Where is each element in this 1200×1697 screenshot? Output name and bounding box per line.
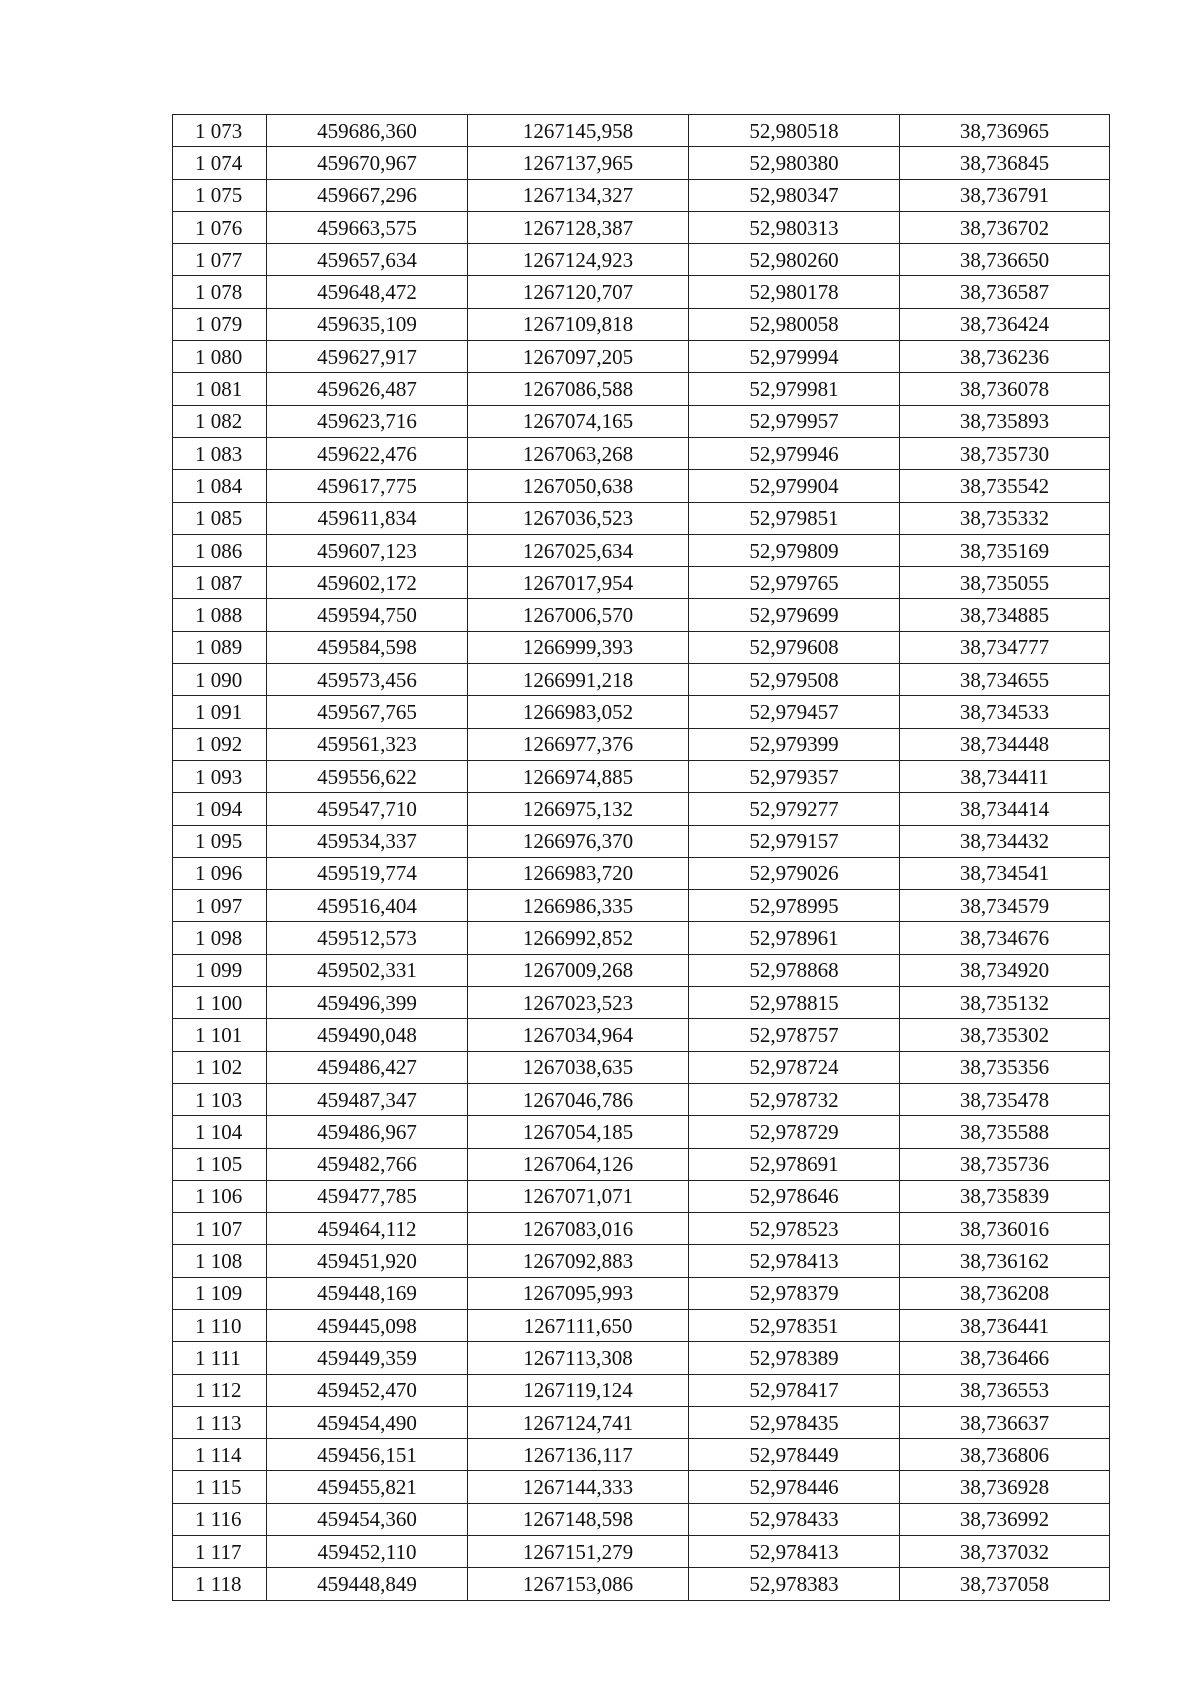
latitude-cell: 52,980178 xyxy=(689,276,900,308)
y-coordinate-cell: 1267151,279 xyxy=(468,1536,689,1568)
y-coordinate-cell: 1267119,124 xyxy=(468,1374,689,1406)
table-row xyxy=(173,1213,1110,1245)
table-row xyxy=(173,1019,1110,1051)
longitude-cell: 38,736466 xyxy=(900,1342,1110,1374)
table-row xyxy=(173,1245,1110,1277)
longitude-cell: 38,736928 xyxy=(900,1471,1110,1503)
table-row xyxy=(173,1083,1110,1115)
point-number-cell: 1 078 xyxy=(173,276,267,308)
y-coordinate-cell: 1267071,071 xyxy=(468,1180,689,1212)
latitude-cell: 52,980518 xyxy=(689,115,900,147)
point-number-cell: 1 087 xyxy=(173,567,267,599)
point-number-cell: 1 118 xyxy=(173,1568,267,1600)
table-row xyxy=(173,308,1110,340)
latitude-cell: 52,979399 xyxy=(689,728,900,760)
table-row xyxy=(173,1116,1110,1148)
y-coordinate-cell: 1267124,741 xyxy=(468,1406,689,1438)
table-row xyxy=(173,922,1110,954)
latitude-cell: 52,980260 xyxy=(689,244,900,276)
table-row xyxy=(173,890,1110,922)
longitude-cell: 38,735332 xyxy=(900,502,1110,534)
x-coordinate-cell: 459448,849 xyxy=(267,1568,468,1600)
longitude-cell: 38,735132 xyxy=(900,987,1110,1019)
longitude-cell: 38,737058 xyxy=(900,1568,1110,1600)
point-number-cell: 1 083 xyxy=(173,437,267,469)
y-coordinate-cell: 1267038,635 xyxy=(468,1051,689,1083)
point-number-cell: 1 075 xyxy=(173,179,267,211)
longitude-cell: 38,736637 xyxy=(900,1406,1110,1438)
x-coordinate-cell: 459670,967 xyxy=(267,147,468,179)
table-row xyxy=(173,373,1110,405)
table-row xyxy=(173,567,1110,599)
table-row xyxy=(173,1503,1110,1535)
table-row xyxy=(173,179,1110,211)
longitude-cell: 38,735736 xyxy=(900,1148,1110,1180)
y-coordinate-cell: 1266991,218 xyxy=(468,664,689,696)
point-number-cell: 1 104 xyxy=(173,1116,267,1148)
x-coordinate-cell: 459602,172 xyxy=(267,567,468,599)
longitude-cell: 38,734432 xyxy=(900,825,1110,857)
point-number-cell: 1 090 xyxy=(173,664,267,696)
latitude-cell: 52,978995 xyxy=(689,890,900,922)
y-coordinate-cell: 1267036,523 xyxy=(468,502,689,534)
point-number-cell: 1 101 xyxy=(173,1019,267,1051)
x-coordinate-cell: 459512,573 xyxy=(267,922,468,954)
latitude-cell: 52,980347 xyxy=(689,179,900,211)
point-number-cell: 1 099 xyxy=(173,954,267,986)
y-coordinate-cell: 1267064,126 xyxy=(468,1148,689,1180)
point-number-cell: 1 103 xyxy=(173,1083,267,1115)
table-row xyxy=(173,631,1110,663)
latitude-cell: 52,979809 xyxy=(689,534,900,566)
x-coordinate-cell: 459486,427 xyxy=(267,1051,468,1083)
latitude-cell: 52,980380 xyxy=(689,147,900,179)
point-number-cell: 1 082 xyxy=(173,405,267,437)
y-coordinate-cell: 1267009,268 xyxy=(468,954,689,986)
latitude-cell: 52,978724 xyxy=(689,1051,900,1083)
table-row xyxy=(173,470,1110,502)
latitude-cell: 52,979357 xyxy=(689,760,900,792)
longitude-cell: 38,736016 xyxy=(900,1213,1110,1245)
x-coordinate-cell: 459456,151 xyxy=(267,1439,468,1471)
point-number-cell: 1 113 xyxy=(173,1406,267,1438)
x-coordinate-cell: 459667,296 xyxy=(267,179,468,211)
table-row xyxy=(173,1439,1110,1471)
point-number-cell: 1 085 xyxy=(173,502,267,534)
y-coordinate-cell: 1266975,132 xyxy=(468,793,689,825)
point-number-cell: 1 074 xyxy=(173,147,267,179)
table-row xyxy=(173,987,1110,1019)
table-row xyxy=(173,405,1110,437)
latitude-cell: 52,978868 xyxy=(689,954,900,986)
table-row xyxy=(173,534,1110,566)
table-row xyxy=(173,244,1110,276)
x-coordinate-cell: 459477,785 xyxy=(267,1180,468,1212)
y-coordinate-cell: 1266983,720 xyxy=(468,857,689,889)
point-number-cell: 1 092 xyxy=(173,728,267,760)
point-number-cell: 1 073 xyxy=(173,115,267,147)
latitude-cell: 52,979851 xyxy=(689,502,900,534)
table-row xyxy=(173,1309,1110,1341)
point-number-cell: 1 117 xyxy=(173,1536,267,1568)
y-coordinate-cell: 1267144,333 xyxy=(468,1471,689,1503)
longitude-cell: 38,736965 xyxy=(900,115,1110,147)
x-coordinate-cell: 459482,766 xyxy=(267,1148,468,1180)
y-coordinate-cell: 1267006,570 xyxy=(468,599,689,631)
y-coordinate-cell: 1267023,523 xyxy=(468,987,689,1019)
longitude-cell: 38,736208 xyxy=(900,1277,1110,1309)
longitude-cell: 38,734448 xyxy=(900,728,1110,760)
y-coordinate-cell: 1267034,964 xyxy=(468,1019,689,1051)
y-coordinate-cell: 1267054,185 xyxy=(468,1116,689,1148)
longitude-cell: 38,735588 xyxy=(900,1116,1110,1148)
x-coordinate-cell: 459648,472 xyxy=(267,276,468,308)
x-coordinate-cell: 459594,750 xyxy=(267,599,468,631)
latitude-cell: 52,978446 xyxy=(689,1471,900,1503)
x-coordinate-cell: 459486,967 xyxy=(267,1116,468,1148)
latitude-cell: 52,979608 xyxy=(689,631,900,663)
y-coordinate-cell: 1267145,958 xyxy=(468,115,689,147)
longitude-cell: 38,734920 xyxy=(900,954,1110,986)
latitude-cell: 52,979981 xyxy=(689,373,900,405)
y-coordinate-cell: 1267046,786 xyxy=(468,1083,689,1115)
table-row xyxy=(173,1148,1110,1180)
longitude-cell: 38,735478 xyxy=(900,1083,1110,1115)
longitude-cell: 38,736845 xyxy=(900,147,1110,179)
point-number-cell: 1 096 xyxy=(173,857,267,889)
x-coordinate-cell: 459622,476 xyxy=(267,437,468,469)
point-number-cell: 1 115 xyxy=(173,1471,267,1503)
point-number-cell: 1 106 xyxy=(173,1180,267,1212)
longitude-cell: 38,735356 xyxy=(900,1051,1110,1083)
x-coordinate-cell: 459452,470 xyxy=(267,1374,468,1406)
y-coordinate-cell: 1267124,923 xyxy=(468,244,689,276)
point-number-cell: 1 109 xyxy=(173,1277,267,1309)
table-row xyxy=(173,1374,1110,1406)
y-coordinate-cell: 1266974,885 xyxy=(468,760,689,792)
longitude-cell: 38,735839 xyxy=(900,1180,1110,1212)
point-number-cell: 1 105 xyxy=(173,1148,267,1180)
y-coordinate-cell: 1266999,393 xyxy=(468,631,689,663)
x-coordinate-cell: 459496,399 xyxy=(267,987,468,1019)
table-row xyxy=(173,1342,1110,1374)
x-coordinate-cell: 459502,331 xyxy=(267,954,468,986)
longitude-cell: 38,734411 xyxy=(900,760,1110,792)
latitude-cell: 52,979957 xyxy=(689,405,900,437)
table-row xyxy=(173,341,1110,373)
y-coordinate-cell: 1267092,883 xyxy=(468,1245,689,1277)
y-coordinate-cell: 1267120,707 xyxy=(468,276,689,308)
latitude-cell: 52,978757 xyxy=(689,1019,900,1051)
latitude-cell: 52,978413 xyxy=(689,1536,900,1568)
x-coordinate-cell: 459487,347 xyxy=(267,1083,468,1115)
longitude-cell: 38,734579 xyxy=(900,890,1110,922)
x-coordinate-cell: 459623,716 xyxy=(267,405,468,437)
point-number-cell: 1 114 xyxy=(173,1439,267,1471)
longitude-cell: 38,736702 xyxy=(900,211,1110,243)
longitude-cell: 38,736791 xyxy=(900,179,1110,211)
table-row xyxy=(173,664,1110,696)
point-number-cell: 1 080 xyxy=(173,341,267,373)
longitude-cell: 38,737032 xyxy=(900,1536,1110,1568)
table-row xyxy=(173,1180,1110,1212)
latitude-cell: 52,980058 xyxy=(689,308,900,340)
longitude-cell: 38,736992 xyxy=(900,1503,1110,1535)
y-coordinate-cell: 1267017,954 xyxy=(468,567,689,599)
point-number-cell: 1 081 xyxy=(173,373,267,405)
x-coordinate-cell: 459627,917 xyxy=(267,341,468,373)
table-row xyxy=(173,599,1110,631)
longitude-cell: 38,736162 xyxy=(900,1245,1110,1277)
y-coordinate-cell: 1266992,852 xyxy=(468,922,689,954)
x-coordinate-cell: 459567,765 xyxy=(267,696,468,728)
latitude-cell: 52,978433 xyxy=(689,1503,900,1535)
longitude-cell: 38,734885 xyxy=(900,599,1110,631)
latitude-cell: 52,978379 xyxy=(689,1277,900,1309)
point-number-cell: 1 086 xyxy=(173,534,267,566)
longitude-cell: 38,736424 xyxy=(900,308,1110,340)
point-number-cell: 1 102 xyxy=(173,1051,267,1083)
coordinates-table-body xyxy=(173,115,1110,1601)
table-row xyxy=(173,1568,1110,1600)
y-coordinate-cell: 1267095,993 xyxy=(468,1277,689,1309)
x-coordinate-cell: 459584,598 xyxy=(267,631,468,663)
longitude-cell: 38,736078 xyxy=(900,373,1110,405)
point-number-cell: 1 100 xyxy=(173,987,267,1019)
point-number-cell: 1 077 xyxy=(173,244,267,276)
x-coordinate-cell: 459607,123 xyxy=(267,534,468,566)
table-row xyxy=(173,760,1110,792)
latitude-cell: 52,978691 xyxy=(689,1148,900,1180)
table-row xyxy=(173,1471,1110,1503)
y-coordinate-cell: 1267097,205 xyxy=(468,341,689,373)
latitude-cell: 52,979946 xyxy=(689,437,900,469)
point-number-cell: 1 112 xyxy=(173,1374,267,1406)
y-coordinate-cell: 1267134,327 xyxy=(468,179,689,211)
x-coordinate-cell: 459611,834 xyxy=(267,502,468,534)
point-number-cell: 1 116 xyxy=(173,1503,267,1535)
latitude-cell: 52,979994 xyxy=(689,341,900,373)
x-coordinate-cell: 459516,404 xyxy=(267,890,468,922)
point-number-cell: 1 110 xyxy=(173,1309,267,1341)
x-coordinate-cell: 459464,112 xyxy=(267,1213,468,1245)
latitude-cell: 52,978523 xyxy=(689,1213,900,1245)
y-coordinate-cell: 1267128,387 xyxy=(468,211,689,243)
x-coordinate-cell: 459663,575 xyxy=(267,211,468,243)
x-coordinate-cell: 459454,490 xyxy=(267,1406,468,1438)
longitude-cell: 38,734541 xyxy=(900,857,1110,889)
longitude-cell: 38,735169 xyxy=(900,534,1110,566)
x-coordinate-cell: 459451,920 xyxy=(267,1245,468,1277)
y-coordinate-cell: 1267086,588 xyxy=(468,373,689,405)
longitude-cell: 38,734777 xyxy=(900,631,1110,663)
table-row xyxy=(173,1406,1110,1438)
y-coordinate-cell: 1267109,818 xyxy=(468,308,689,340)
x-coordinate-cell: 459686,360 xyxy=(267,115,468,147)
y-coordinate-cell: 1266976,370 xyxy=(468,825,689,857)
y-coordinate-cell: 1267111,650 xyxy=(468,1309,689,1341)
y-coordinate-cell: 1267074,165 xyxy=(468,405,689,437)
longitude-cell: 38,736650 xyxy=(900,244,1110,276)
table-row xyxy=(173,276,1110,308)
x-coordinate-cell: 459490,048 xyxy=(267,1019,468,1051)
point-number-cell: 1 098 xyxy=(173,922,267,954)
table-row xyxy=(173,1277,1110,1309)
x-coordinate-cell: 459573,456 xyxy=(267,664,468,696)
point-number-cell: 1 107 xyxy=(173,1213,267,1245)
table-row xyxy=(173,696,1110,728)
x-coordinate-cell: 459449,359 xyxy=(267,1342,468,1374)
longitude-cell: 38,735730 xyxy=(900,437,1110,469)
point-number-cell: 1 084 xyxy=(173,470,267,502)
latitude-cell: 52,978732 xyxy=(689,1083,900,1115)
x-coordinate-cell: 459657,634 xyxy=(267,244,468,276)
longitude-cell: 38,735893 xyxy=(900,405,1110,437)
latitude-cell: 52,978435 xyxy=(689,1406,900,1438)
x-coordinate-cell: 459617,775 xyxy=(267,470,468,502)
latitude-cell: 52,978413 xyxy=(689,1245,900,1277)
point-number-cell: 1 089 xyxy=(173,631,267,663)
longitude-cell: 38,734655 xyxy=(900,664,1110,696)
point-number-cell: 1 097 xyxy=(173,890,267,922)
latitude-cell: 52,978351 xyxy=(689,1309,900,1341)
table-row xyxy=(173,502,1110,534)
latitude-cell: 52,980313 xyxy=(689,211,900,243)
point-number-cell: 1 079 xyxy=(173,308,267,340)
x-coordinate-cell: 459635,109 xyxy=(267,308,468,340)
point-number-cell: 1 094 xyxy=(173,793,267,825)
longitude-cell: 38,736553 xyxy=(900,1374,1110,1406)
x-coordinate-cell: 459519,774 xyxy=(267,857,468,889)
point-number-cell: 1 095 xyxy=(173,825,267,857)
y-coordinate-cell: 1266977,376 xyxy=(468,728,689,760)
x-coordinate-cell: 459454,360 xyxy=(267,1503,468,1535)
table-row xyxy=(173,115,1110,147)
table-row xyxy=(173,1051,1110,1083)
point-number-cell: 1 091 xyxy=(173,696,267,728)
x-coordinate-cell: 459561,323 xyxy=(267,728,468,760)
latitude-cell: 52,979699 xyxy=(689,599,900,631)
y-coordinate-cell: 1267083,016 xyxy=(468,1213,689,1245)
longitude-cell: 38,734676 xyxy=(900,922,1110,954)
latitude-cell: 52,978646 xyxy=(689,1180,900,1212)
point-number-cell: 1 111 xyxy=(173,1342,267,1374)
latitude-cell: 52,979508 xyxy=(689,664,900,696)
longitude-cell: 38,735302 xyxy=(900,1019,1110,1051)
longitude-cell: 38,734533 xyxy=(900,696,1110,728)
table-row xyxy=(173,211,1110,243)
y-coordinate-cell: 1267113,308 xyxy=(468,1342,689,1374)
point-number-cell: 1 088 xyxy=(173,599,267,631)
y-coordinate-cell: 1267153,086 xyxy=(468,1568,689,1600)
longitude-cell: 38,736441 xyxy=(900,1309,1110,1341)
longitude-cell: 38,734414 xyxy=(900,793,1110,825)
table-row xyxy=(173,728,1110,760)
latitude-cell: 52,979277 xyxy=(689,793,900,825)
y-coordinate-cell: 1266986,335 xyxy=(468,890,689,922)
latitude-cell: 52,978417 xyxy=(689,1374,900,1406)
y-coordinate-cell: 1266983,052 xyxy=(468,696,689,728)
latitude-cell: 52,979157 xyxy=(689,825,900,857)
longitude-cell: 38,736806 xyxy=(900,1439,1110,1471)
latitude-cell: 52,979765 xyxy=(689,567,900,599)
table-row xyxy=(173,954,1110,986)
x-coordinate-cell: 459455,821 xyxy=(267,1471,468,1503)
longitude-cell: 38,735055 xyxy=(900,567,1110,599)
y-coordinate-cell: 1267025,634 xyxy=(468,534,689,566)
point-number-cell: 1 076 xyxy=(173,211,267,243)
x-coordinate-cell: 459445,098 xyxy=(267,1309,468,1341)
latitude-cell: 52,979457 xyxy=(689,696,900,728)
x-coordinate-cell: 459448,169 xyxy=(267,1277,468,1309)
longitude-cell: 38,736236 xyxy=(900,341,1110,373)
longitude-cell: 38,736587 xyxy=(900,276,1110,308)
table-row xyxy=(173,1536,1110,1568)
coordinates-table xyxy=(172,114,1110,1601)
x-coordinate-cell: 459626,487 xyxy=(267,373,468,405)
y-coordinate-cell: 1267050,638 xyxy=(468,470,689,502)
latitude-cell: 52,979026 xyxy=(689,857,900,889)
latitude-cell: 52,978729 xyxy=(689,1116,900,1148)
y-coordinate-cell: 1267136,117 xyxy=(468,1439,689,1471)
x-coordinate-cell: 459452,110 xyxy=(267,1536,468,1568)
table-row xyxy=(173,437,1110,469)
latitude-cell: 52,978961 xyxy=(689,922,900,954)
x-coordinate-cell: 459547,710 xyxy=(267,793,468,825)
table-row xyxy=(173,793,1110,825)
longitude-cell: 38,735542 xyxy=(900,470,1110,502)
latitude-cell: 52,978389 xyxy=(689,1342,900,1374)
latitude-cell: 52,978815 xyxy=(689,987,900,1019)
table-row xyxy=(173,825,1110,857)
table-row xyxy=(173,147,1110,179)
y-coordinate-cell: 1267137,965 xyxy=(468,147,689,179)
point-number-cell: 1 093 xyxy=(173,760,267,792)
x-coordinate-cell: 459534,337 xyxy=(267,825,468,857)
table-row xyxy=(173,857,1110,889)
y-coordinate-cell: 1267148,598 xyxy=(468,1503,689,1535)
y-coordinate-cell: 1267063,268 xyxy=(468,437,689,469)
latitude-cell: 52,978449 xyxy=(689,1439,900,1471)
x-coordinate-cell: 459556,622 xyxy=(267,760,468,792)
point-number-cell: 1 108 xyxy=(173,1245,267,1277)
latitude-cell: 52,979904 xyxy=(689,470,900,502)
latitude-cell: 52,978383 xyxy=(689,1568,900,1600)
